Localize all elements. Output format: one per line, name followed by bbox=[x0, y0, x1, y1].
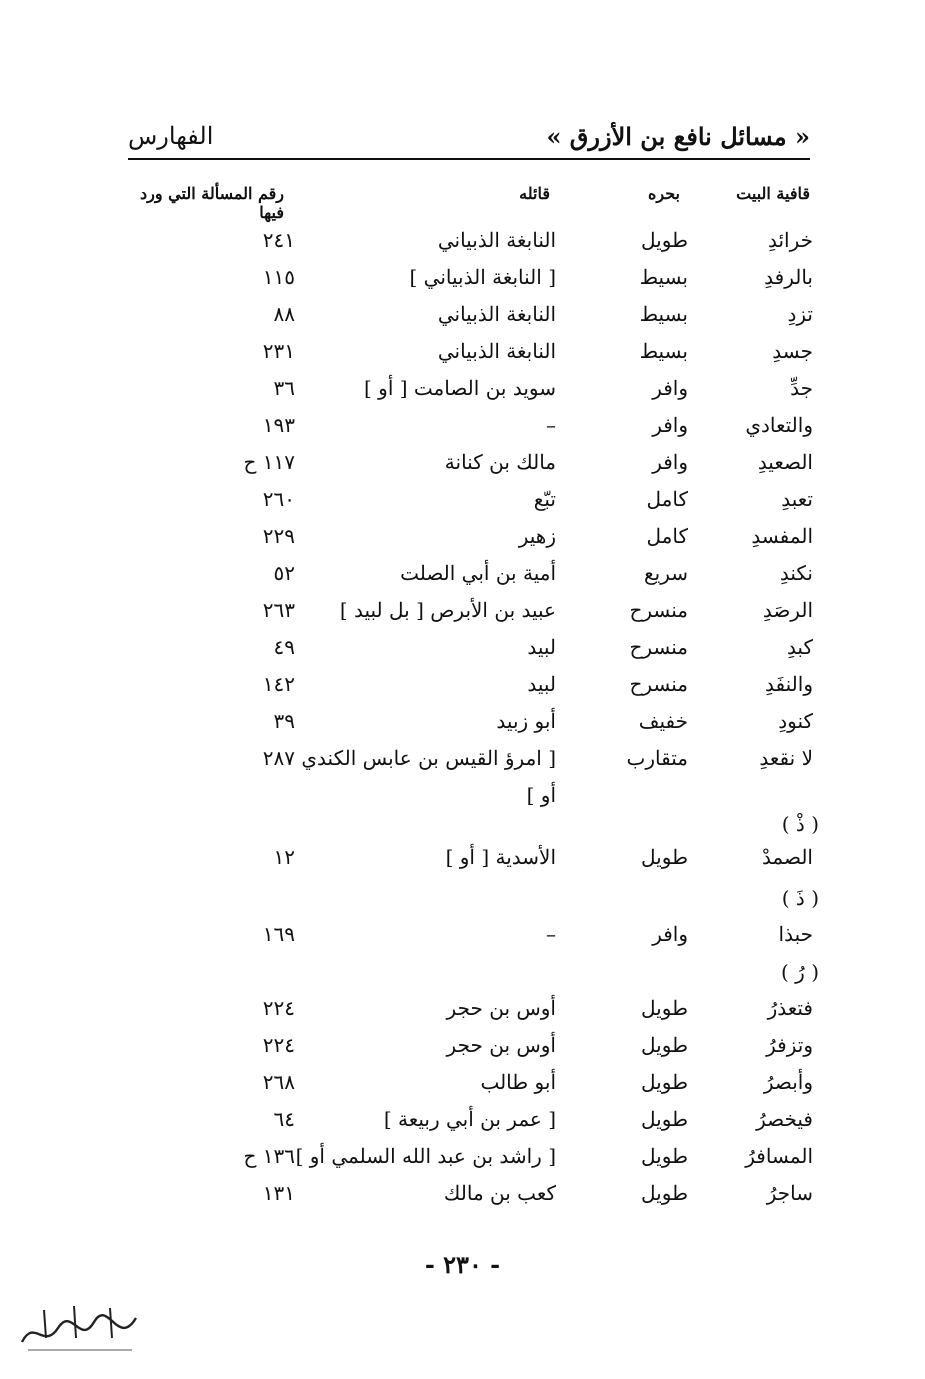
poet-cell: النابغة الذبياني bbox=[437, 339, 556, 363]
question-cell: ٣٩ bbox=[273, 709, 295, 733]
meter-cell: وافر bbox=[652, 450, 688, 474]
table-row bbox=[0, 635, 925, 669]
rhyme-cell: تعبدِ bbox=[781, 487, 813, 511]
rhyme-cell: الصمدْ bbox=[761, 845, 813, 869]
poet-cell: [ عمر بن أبي ربيعة ] bbox=[383, 1107, 556, 1131]
meter-cell: منسرح bbox=[629, 598, 688, 622]
table-row bbox=[0, 1181, 925, 1215]
rhyme-cell: فتعذرُ bbox=[767, 996, 813, 1020]
table-row bbox=[0, 228, 925, 262]
poet-cell: أبو طالب bbox=[480, 1070, 556, 1094]
meter-cell: طويل bbox=[641, 1033, 688, 1057]
question-cell: ١٣٦ ح bbox=[243, 1144, 295, 1168]
rhyme-cell: خرائدِ bbox=[767, 228, 813, 252]
table-row bbox=[0, 598, 925, 632]
poet-cell: النابغة الذبياني bbox=[437, 302, 556, 326]
rhyme-cell: كنودِ bbox=[778, 709, 813, 733]
table-row bbox=[0, 672, 925, 706]
book-title: « مسائل نافع بن الأزرق » bbox=[546, 122, 810, 151]
meter-cell: بسيط bbox=[639, 302, 688, 326]
rhyme-cell: نكندِ bbox=[779, 561, 813, 585]
question-cell: ٢٤١ bbox=[262, 228, 295, 252]
question-cell: ١٣١ bbox=[262, 1181, 295, 1205]
meter-cell: طويل bbox=[641, 228, 688, 252]
question-cell: ٢٣١ bbox=[262, 339, 295, 363]
col-header-question: رقم المسألة التي ورد فيها bbox=[140, 184, 284, 222]
poet-cell: أوس بن حجر bbox=[446, 996, 556, 1020]
meter-cell: كامل bbox=[646, 487, 688, 511]
rhyme-cell: والنفَدِ bbox=[765, 672, 813, 696]
question-cell: ٥٢ bbox=[273, 561, 295, 585]
table-row bbox=[0, 450, 925, 484]
question-cell: ٢٨٧ bbox=[262, 746, 295, 770]
meter-cell: وافر bbox=[652, 376, 688, 400]
meter-cell: وافر bbox=[652, 922, 688, 946]
calligraphy-logo bbox=[14, 1298, 144, 1358]
table-row bbox=[0, 1144, 925, 1178]
question-cell: ١١٧ ح bbox=[243, 450, 295, 474]
meter-cell: منسرح bbox=[629, 672, 688, 696]
rhyme-cell: المفسدِ bbox=[751, 524, 813, 548]
letter-heading: ( رُ ) bbox=[781, 960, 819, 984]
question-cell: ١٢ bbox=[273, 845, 295, 869]
table-row bbox=[0, 922, 925, 956]
meter-cell: سريع bbox=[643, 561, 688, 585]
meter-cell: خفيف bbox=[638, 709, 688, 733]
table-row bbox=[0, 1107, 925, 1141]
question-cell: ٢٦٠ bbox=[262, 487, 295, 511]
poet-cell-continuation: أو ] bbox=[526, 783, 556, 807]
meter-cell: طويل bbox=[641, 1070, 688, 1094]
question-cell: ٢٢٤ bbox=[262, 996, 295, 1020]
question-cell: ٢٢٩ bbox=[262, 524, 295, 548]
poet-cell: عبيد بن الأبرص [ بل لبيد ] bbox=[339, 598, 556, 622]
poet-cell: – bbox=[546, 922, 556, 946]
poet-cell: أبو زبيد bbox=[496, 709, 556, 733]
rhyme-cell: والتعادي bbox=[745, 413, 813, 437]
question-cell: ٢٦٨ bbox=[262, 1070, 295, 1094]
meter-cell: طويل bbox=[641, 1181, 688, 1205]
poet-cell: أوس بن حجر bbox=[446, 1033, 556, 1057]
question-cell: ٢٢٤ bbox=[262, 1033, 295, 1057]
table-row bbox=[0, 339, 925, 373]
poet-cell: لبيد bbox=[527, 635, 556, 659]
poet-cell: النابغة الذبياني bbox=[437, 228, 556, 252]
meter-cell: كامل bbox=[646, 524, 688, 548]
question-cell: ٢٦٣ bbox=[262, 598, 295, 622]
table-row bbox=[0, 1070, 925, 1104]
rhyme-cell: الرصَدِ bbox=[762, 598, 813, 622]
poet-cell: أمية بن أبي الصلت bbox=[400, 561, 556, 585]
rhyme-cell: وأبصرُ bbox=[763, 1070, 813, 1094]
poet-cell: [ النابغة الذبياني ] bbox=[409, 265, 556, 289]
rhyme-cell: وتزفرُ bbox=[766, 1033, 813, 1057]
question-cell: ١٩٣ bbox=[262, 413, 295, 437]
question-cell: ٣٦ bbox=[273, 376, 295, 400]
page-number: - ٢٣٠ - bbox=[424, 1250, 501, 1279]
meter-cell: وافر bbox=[652, 413, 688, 437]
question-cell: ٨٨ bbox=[273, 302, 295, 326]
meter-cell: بسيط bbox=[639, 339, 688, 363]
meter-cell: منسرح bbox=[629, 635, 688, 659]
rhyme-cell: لا نقعدِ bbox=[759, 746, 813, 770]
rhyme-cell: الصعيدِ bbox=[757, 450, 813, 474]
table-row bbox=[0, 413, 925, 447]
poet-cell: كعب بن مالك bbox=[443, 1181, 556, 1205]
table-row bbox=[0, 302, 925, 336]
table-row bbox=[0, 1033, 925, 1067]
rhyme-cell: فيخصرُ bbox=[756, 1107, 813, 1131]
poet-cell: تبّع bbox=[533, 487, 556, 511]
poet-cell: مالك بن كنانة bbox=[444, 450, 556, 474]
rhyme-cell: جسدِ bbox=[772, 339, 813, 363]
table-row bbox=[0, 561, 925, 595]
rhyme-cell: بالرفدِ bbox=[764, 265, 813, 289]
table-row bbox=[0, 845, 925, 879]
rhyme-cell: جدِّ bbox=[790, 376, 813, 400]
rhyme-cell: تزدِ bbox=[787, 302, 813, 326]
question-cell: ١٤٢ bbox=[262, 672, 295, 696]
poet-cell: زهير bbox=[518, 524, 556, 548]
letter-heading: ( ذَ ) bbox=[781, 886, 819, 910]
poet-cell: [ راشد بن عبد الله السلمي أو ] bbox=[295, 1144, 556, 1168]
col-header-rhyme: قافية البيت bbox=[736, 184, 810, 203]
table-row bbox=[0, 265, 925, 299]
rhyme-cell: حبذا bbox=[778, 922, 813, 946]
meter-cell: طويل bbox=[641, 845, 688, 869]
question-cell: ٤٩ bbox=[273, 635, 295, 659]
table-row bbox=[0, 524, 925, 558]
table-row bbox=[0, 996, 925, 1030]
rhyme-cell: المسافرُ bbox=[745, 1144, 813, 1168]
letter-heading: ( ذْ ) bbox=[781, 812, 819, 836]
meter-cell: طويل bbox=[641, 996, 688, 1020]
poet-cell: [ امرؤ القيس بن عابس الكندي bbox=[301, 746, 556, 770]
meter-cell: متقارب bbox=[626, 746, 688, 770]
table-row bbox=[0, 746, 925, 780]
col-header-meter: بحره bbox=[648, 184, 680, 203]
question-cell: ١١٥ bbox=[262, 265, 295, 289]
question-cell: ١٦٩ bbox=[262, 922, 295, 946]
table-row bbox=[0, 487, 925, 521]
meter-cell: طويل bbox=[641, 1144, 688, 1168]
poet-cell: سويد بن الصامت [ أو ] bbox=[364, 376, 556, 400]
table-row bbox=[0, 709, 925, 743]
section-title: الفهارس bbox=[128, 122, 214, 150]
table-row bbox=[0, 376, 925, 410]
rhyme-cell: كبدِ bbox=[786, 635, 813, 659]
question-cell: ٦٤ bbox=[273, 1107, 295, 1131]
rhyme-cell: ساجرُ bbox=[766, 1181, 813, 1205]
col-header-poet: قائله bbox=[519, 184, 550, 203]
meter-cell: طويل bbox=[641, 1107, 688, 1131]
poet-cell: – bbox=[546, 413, 556, 437]
meter-cell: بسيط bbox=[639, 265, 688, 289]
poet-cell: لبيد bbox=[527, 672, 556, 696]
poet-cell: الأسدية [ أو ] bbox=[445, 845, 556, 869]
